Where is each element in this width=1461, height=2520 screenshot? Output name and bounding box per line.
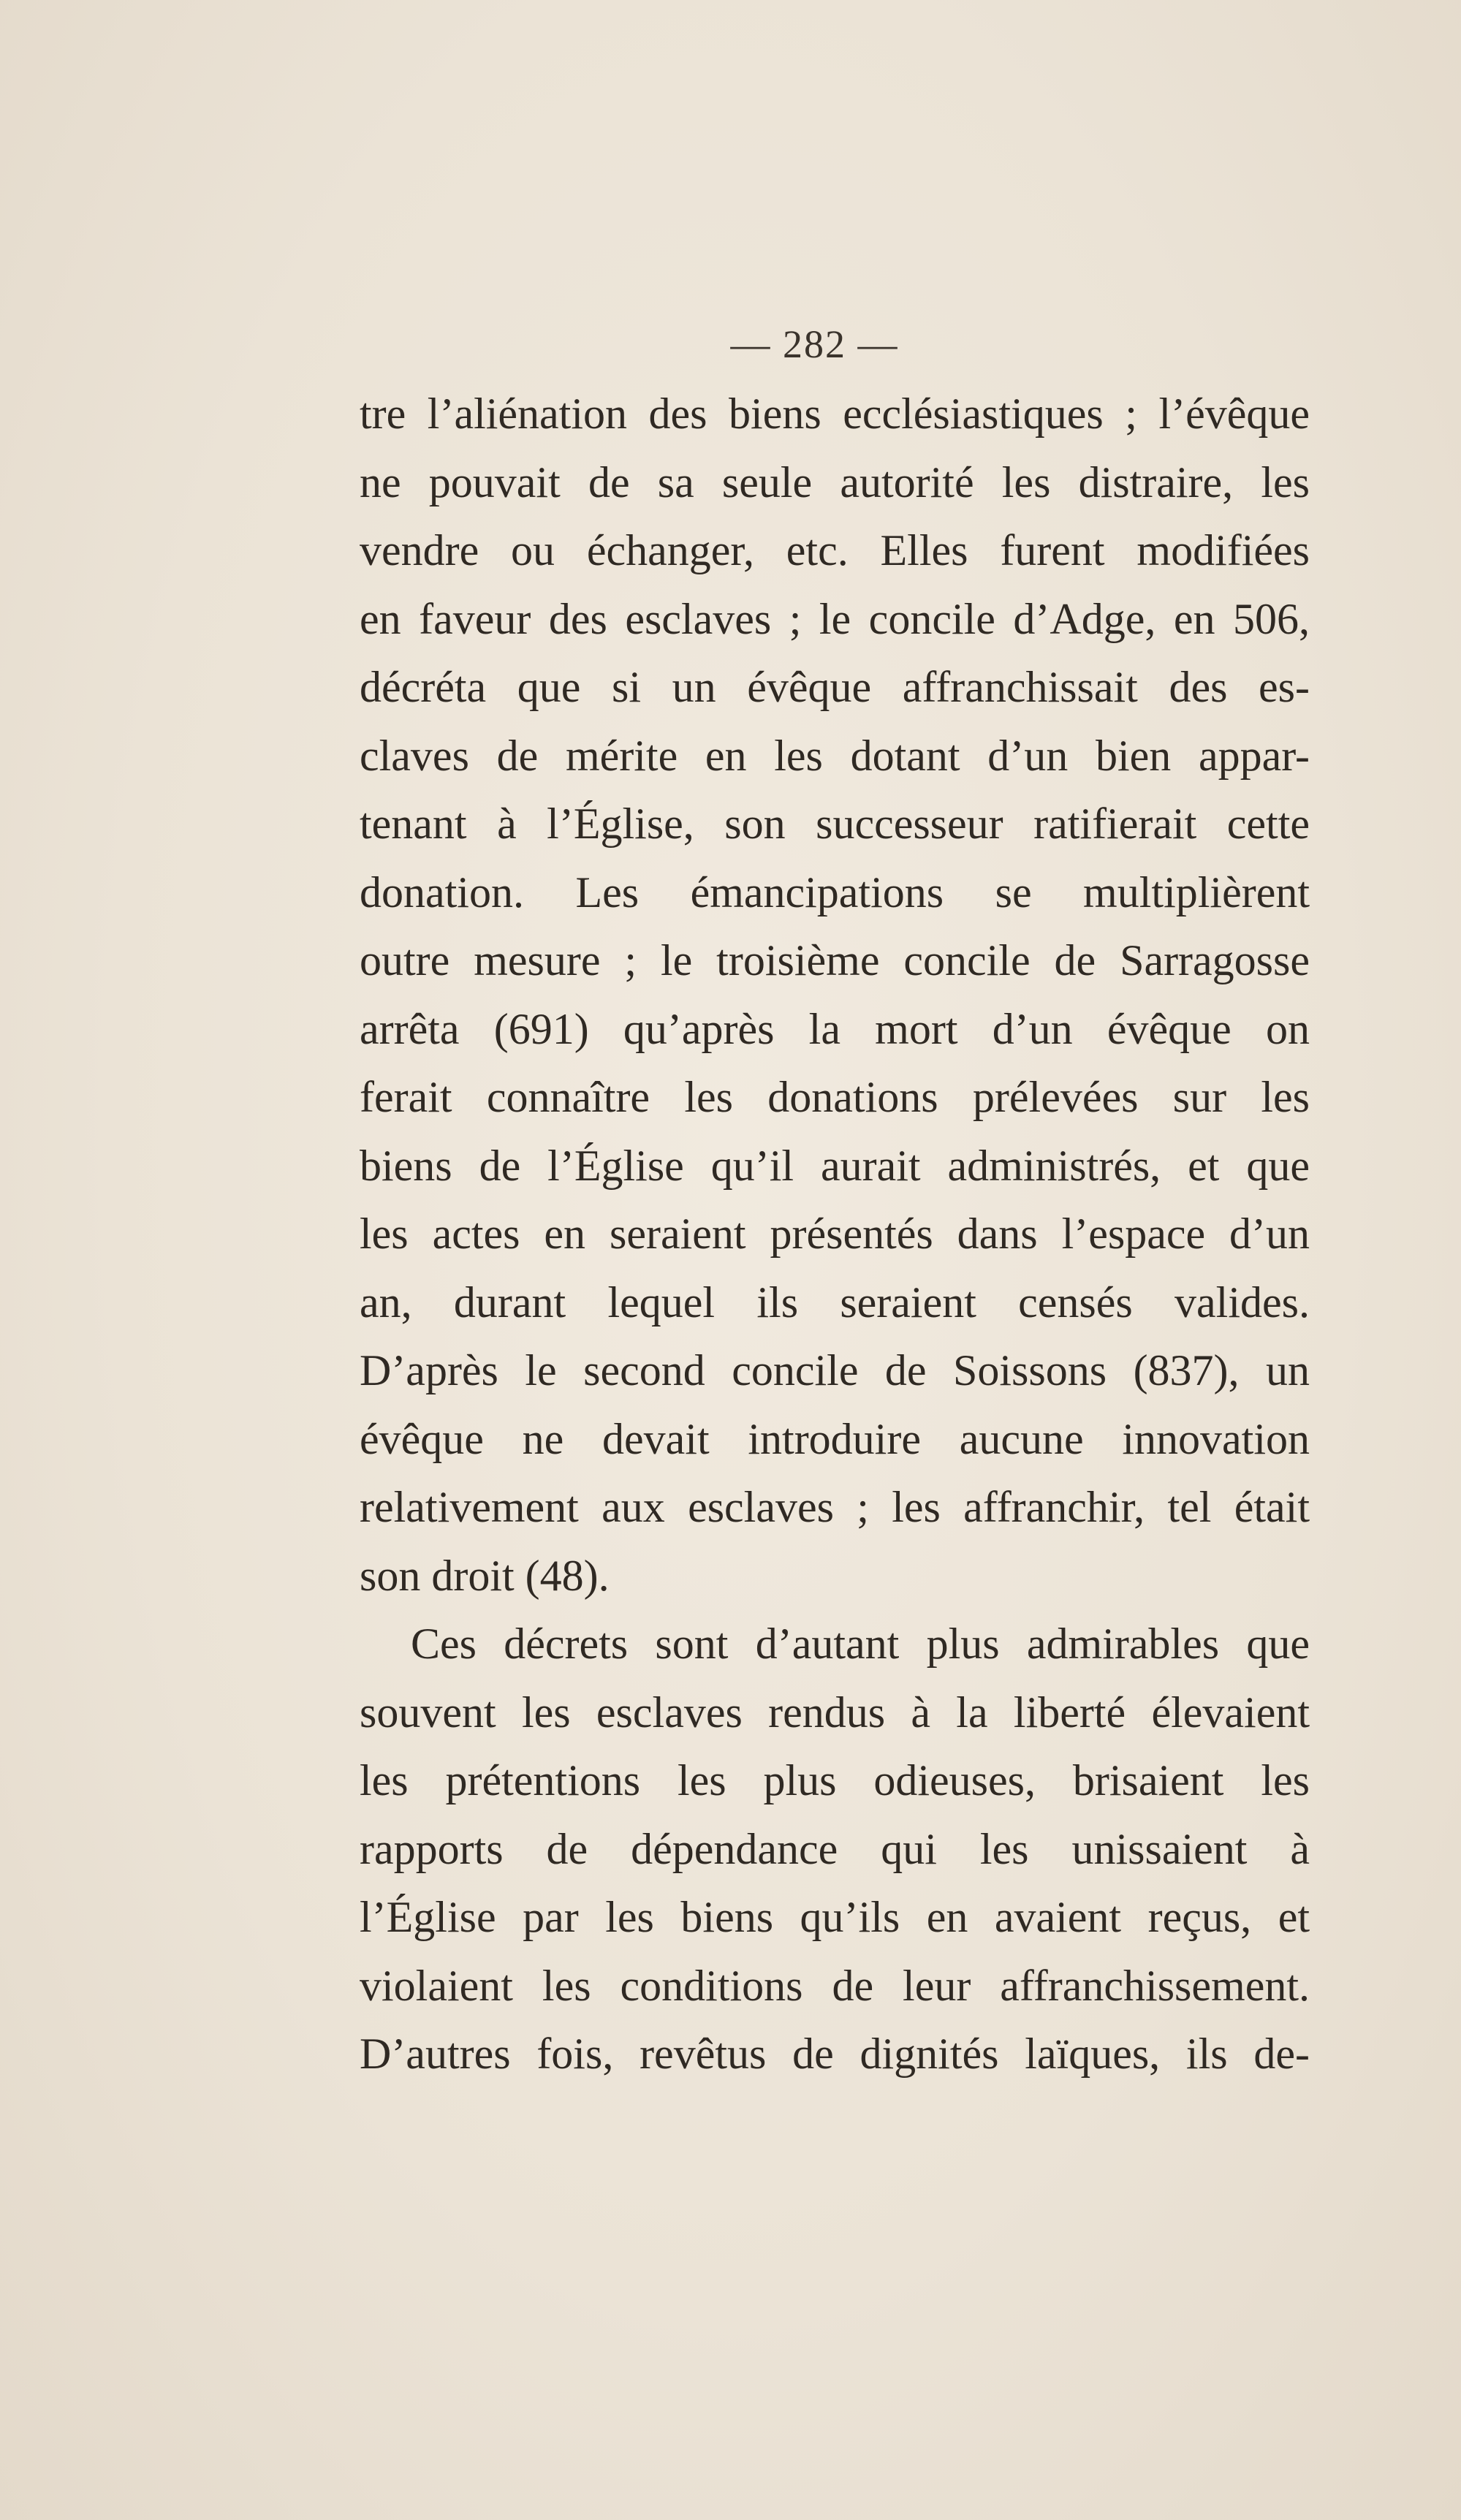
text-line: en faveur des esclaves ; le concile d’Adge, en 506, xyxy=(360,594,1310,643)
text-line: souvent les esclaves rendus à la liberté élevaient xyxy=(360,1688,1310,1737)
text-line: arrêta (691) qu’après la mort d’un évêque on xyxy=(360,1004,1310,1053)
text-line: l’Église par les biens qu’ils en avaient reçus, et xyxy=(360,1893,1310,1941)
page-number: — 282 — xyxy=(730,322,899,366)
text-line: violaient les conditions de leur affranchissement. xyxy=(360,1961,1310,2010)
text-line: claves de mérite en les dotant d’un bien appar- xyxy=(360,731,1310,780)
text-line: outre mesure ; le troisième concile de Sarragosse xyxy=(360,936,1310,984)
text-line: rapports de dépendance qui les unissaient à xyxy=(360,1824,1310,1873)
text-line: ne pouvait de sa seule autorité les distraire, les xyxy=(360,458,1310,506)
text-line: évêque ne devait introduire aucune innovation xyxy=(360,1414,1310,1463)
text-line: ferait connaître les donations prélevées sur les xyxy=(360,1073,1310,1121)
text-line: tenant à l’Église, son successeur ratifierait cette xyxy=(360,800,1310,848)
text-line: les actes en seraient présentés dans l’espace d’un xyxy=(360,1210,1310,1258)
text-line: son droit (48). xyxy=(360,1551,610,1600)
text-line: biens de l’Église qu’il aurait administrés, et que xyxy=(360,1141,1310,1190)
text-line: an, durant lequel ils seraient censés valides. xyxy=(360,1278,1310,1327)
text-line: D’autres fois, revêtus de dignités laïques, ils de- xyxy=(360,2030,1310,2078)
paragraph-1 xyxy=(360,380,1310,1610)
text-line: donation. Les émancipations se multiplièrent xyxy=(360,868,1310,916)
text-line: D’après le second concile de Soissons (837), un xyxy=(360,1346,1310,1394)
text-line: vendre ou échanger, etc. Elles furent modifiées xyxy=(360,526,1310,574)
text-line: relativement aux esclaves ; les affranchir, tel était xyxy=(360,1483,1310,1531)
text-line: les prétentions les plus odieuses, brisaient les xyxy=(360,1756,1310,1804)
text-line: tre l’aliénation des biens ecclésiastiques ; l’évêque xyxy=(360,390,1310,438)
paragraph-2 xyxy=(360,1610,1310,2089)
text-line: Ces décrets sont d’autant plus admirables que xyxy=(411,1620,1310,1668)
body-text xyxy=(360,380,1310,2089)
text-line: décréta que si un évêque affranchissait des es- xyxy=(360,663,1310,711)
